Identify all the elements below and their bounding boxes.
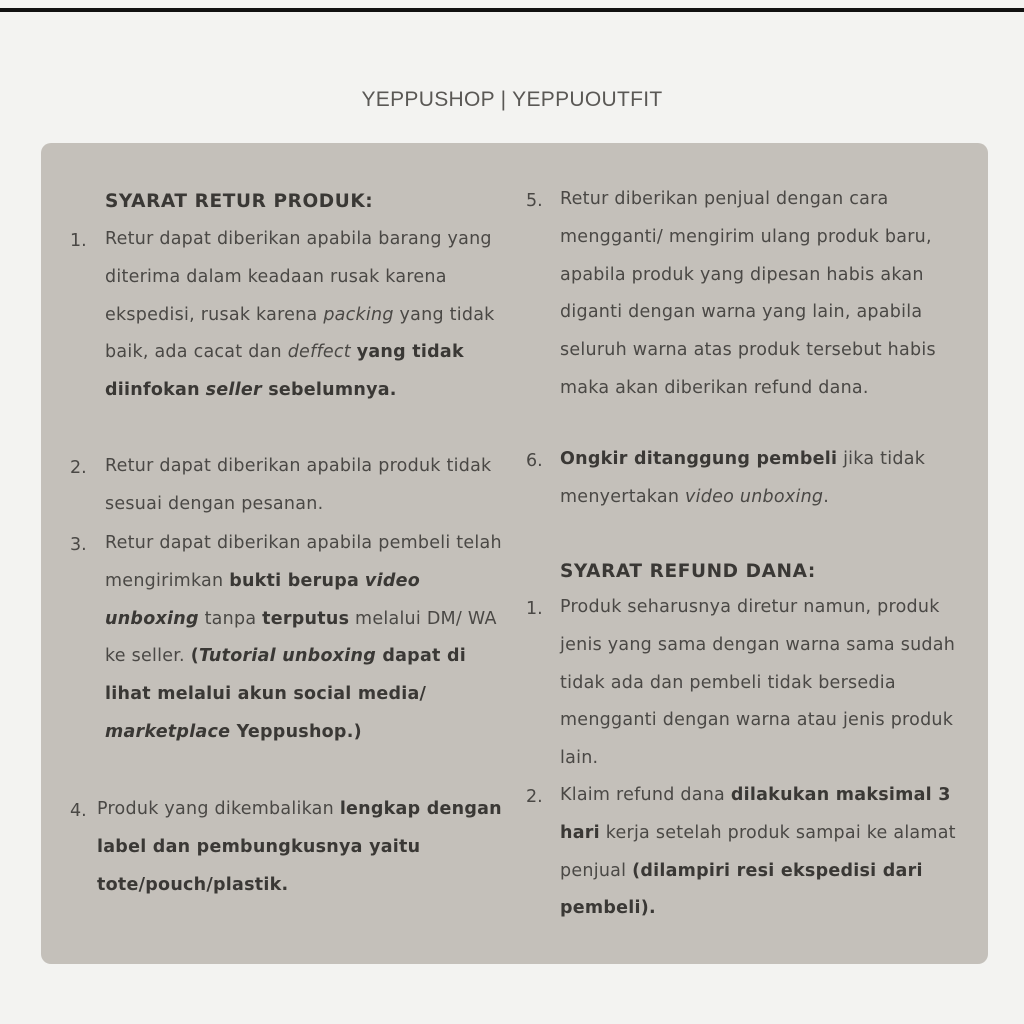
brand-title: YEPPUSHOP | YEPPUOUTFIT	[361, 88, 663, 111]
item-text: Klaim refund dana dilakukan maksimal 3 hari kerja setelah produk sampai ke alamat penjual (dilampiri resi ekspedisi dari pembeli).	[560, 785, 956, 919]
item-number: 4.	[70, 801, 87, 821]
item-number: 2.	[526, 787, 543, 807]
item-number: 1.	[70, 231, 87, 251]
item-text: Ongkir ditanggung pembeli jika tidak menyertakan video unboxing.	[560, 449, 926, 507]
item-text: Retur diberikan penjual dengan cara mengganti/ mengirim ulang produk baru, apabila produk yang dipesan habis akan diganti dengan warna yang lain, apabila seluruh warna atas produk tersebut habis maka akan diberikan refund dana.	[560, 189, 936, 398]
terms-card	[41, 143, 988, 964]
retur-heading: SYARAT RETUR PRODUK:	[105, 191, 374, 212]
item-number: 2.	[70, 458, 87, 478]
item-number: 5.	[526, 191, 543, 211]
item-text: Retur dapat diberikan apabila barang yang diterima dalam keadaan rusak karena ekspedisi, rusak karena packing yang tidak baik, ada cacat dan deffect yang tidak diinfokan seller sebelumnya.	[105, 229, 495, 401]
top-border-bar	[0, 8, 1024, 12]
item-number: 1.	[526, 599, 543, 619]
item-text: Retur dapat diberikan apabila produk tidak sesuai dengan pesanan.	[105, 456, 492, 514]
item-number: 3.	[70, 535, 87, 555]
item-text: Produk yang dikembalikan lengkap dengan label dan pembungkusnya yaitu tote/pouch/plastik.	[97, 799, 502, 895]
refund-heading: SYARAT REFUND DANA:	[560, 561, 816, 582]
item-text: Retur dapat diberikan apabila pembeli telah mengirimkan bukti berupa video unboxing tanpa terputus melalui DM/ WA ke seller. (Tutorial unboxing dapat di lihat melalui akun social media/ marketplace Yeppushop.)	[105, 533, 502, 742]
item-text: Produk seharusnya diretur namun, produk jenis yang sama dengan warna sama sudah tidak ada dan pembeli tidak bersedia mengganti dengan warna atau jenis produk lain.	[560, 597, 956, 769]
item-number: 6.	[526, 451, 543, 471]
